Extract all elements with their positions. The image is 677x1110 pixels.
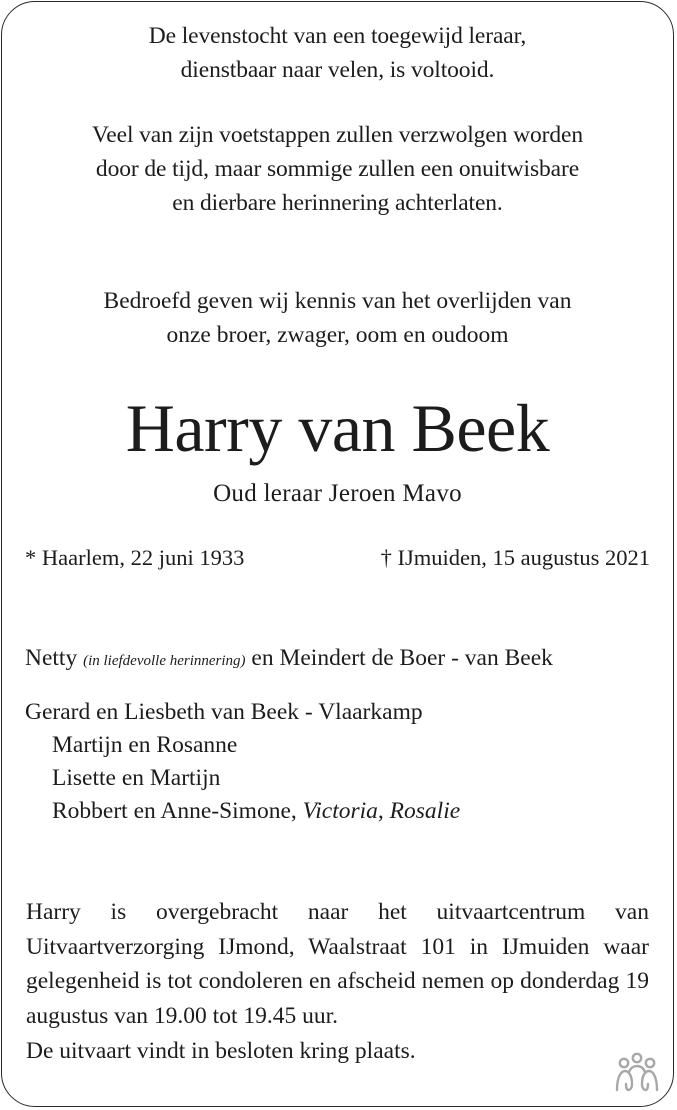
family-group-2	[2, 696, 673, 828]
family-rest: en Meindert de Boer - van Beek	[251, 645, 553, 671]
verse-line: De levenstocht van een toegewijd leraar,	[148, 23, 527, 49]
people-icon	[615, 1052, 659, 1092]
family-line-1	[2, 642, 673, 678]
death-date: † IJmuiden, 15 augustus 2021	[380, 545, 650, 570]
family-name: Netty	[25, 645, 78, 671]
family-child	[25, 762, 673, 795]
memorial-note: (in liefdevolle herinnering)	[83, 653, 246, 669]
birth-date: * Haarlem, 22 juni 1933	[25, 545, 245, 570]
verse-line: door de tijd, maar sommige zullen een onuitwisbare	[95, 156, 580, 182]
life-dates	[2, 543, 673, 573]
family-child	[25, 795, 673, 828]
grandchildren-names: Victoria, Rosalie	[302, 798, 461, 824]
child-names: Lisette en Martijn	[52, 765, 221, 791]
announcement	[2, 284, 673, 352]
child-names: Martijn en Rosanne	[52, 732, 238, 758]
deceased-name: Harry van Beek	[125, 390, 550, 466]
child-names: Robbert en Anne-Simone,	[52, 798, 297, 824]
announcement-line: onze broer, zwager, oom en oudoom	[166, 322, 509, 348]
verse-line: en dierbare herinnering achterlaten.	[172, 190, 503, 216]
announcement-line: Bedroefd geven wij kennis van het overlijden van	[103, 288, 572, 314]
obituary-card	[1, 1, 674, 1107]
deceased-subtitle: Oud leraar Jeroen Mavo	[213, 480, 462, 507]
details-paragraph: Harry is overgebracht naar het uitvaartcentrum van Uitvaartverzorging IJmond, Waalstraat 101 in IJmuiden waar gelegenheid is tot condoleren en afscheid nemen op donderdag 19 augustus van 19.00 tot 19.45 uur.	[26, 899, 649, 1029]
verse-stanza-1	[2, 19, 673, 87]
verse-line: dienstbaar naar velen, is voltooid.	[180, 57, 495, 83]
family-line: Gerard en Liesbeth van Beek - Vlaarkamp	[25, 699, 423, 725]
family-child	[25, 729, 673, 762]
verse-line: Veel van zijn voetstappen zullen verzwolgen worden	[92, 122, 583, 148]
closing-line: De uitvaart vindt in besloten kring plaats.	[26, 1038, 416, 1064]
verse-stanza-2	[2, 118, 673, 220]
